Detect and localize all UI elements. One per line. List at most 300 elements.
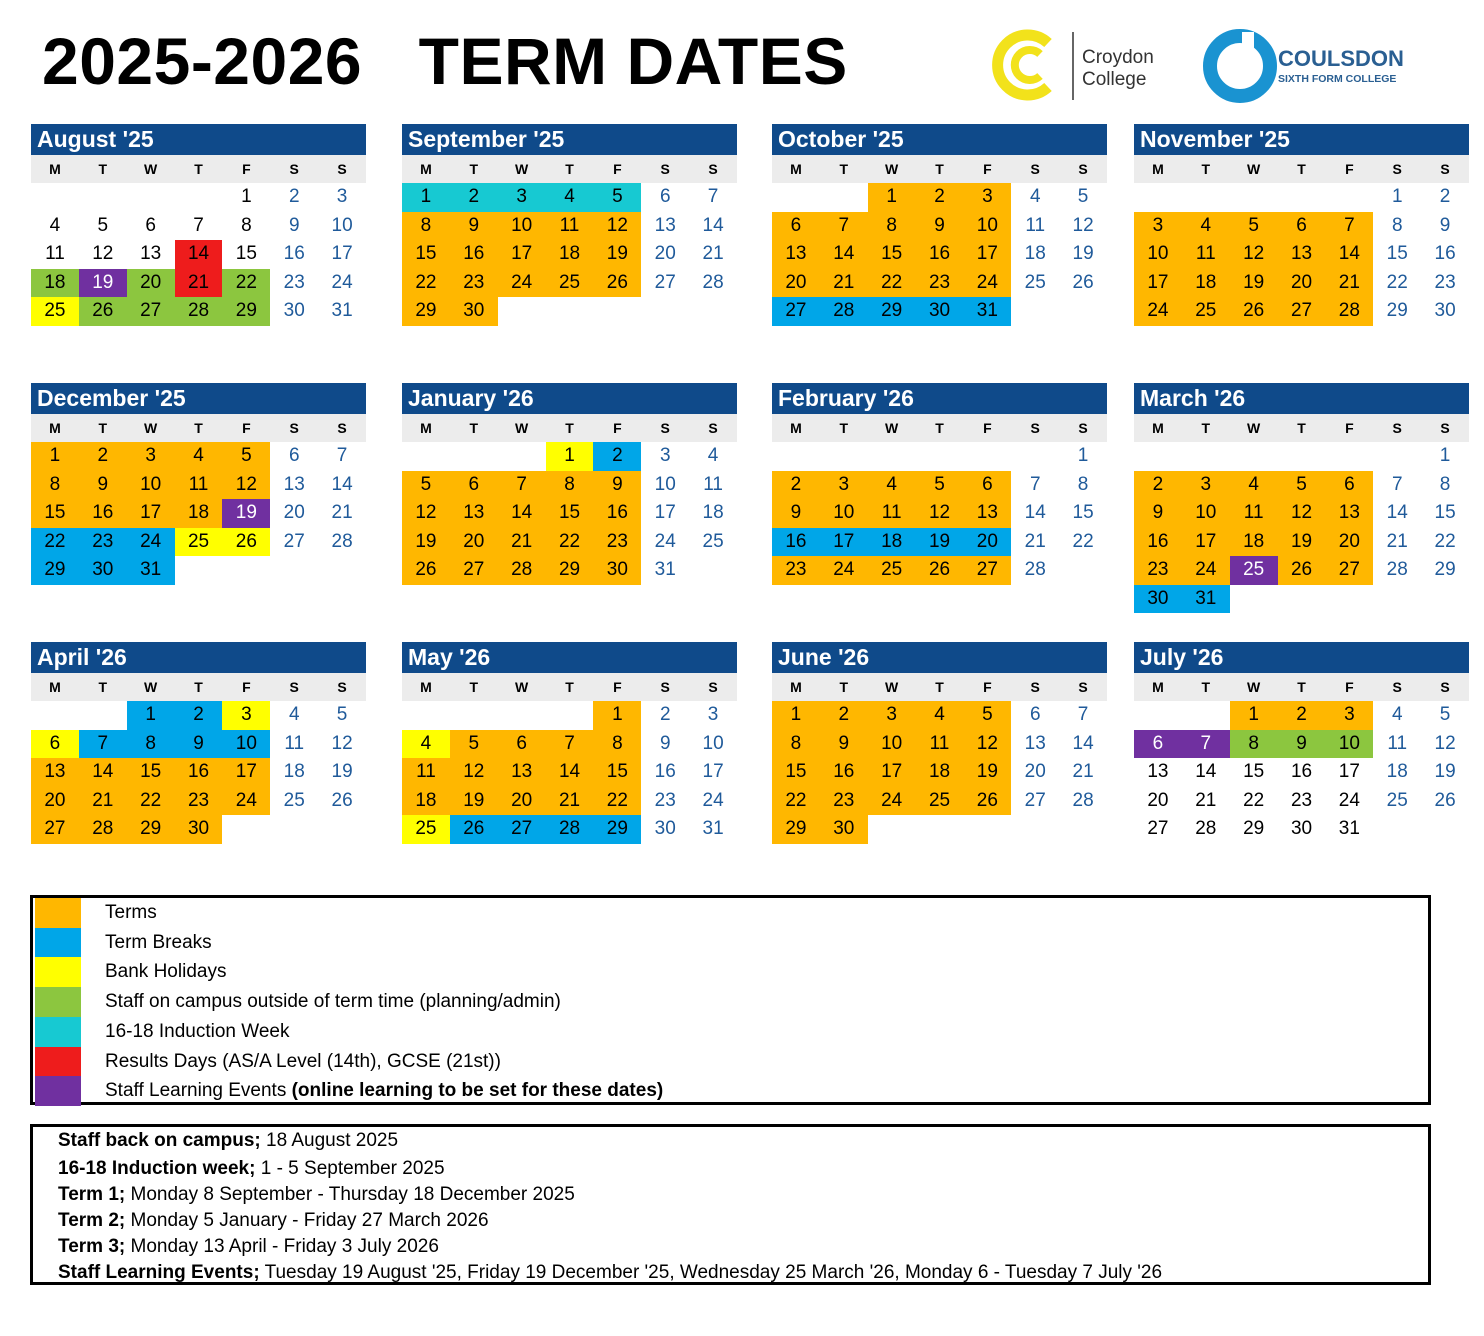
day-grid: [31, 701, 366, 844]
day-cell: 12: [1278, 499, 1326, 528]
day-cell: 5: [963, 701, 1011, 730]
day-cell: 29: [402, 297, 450, 326]
empty-cell: [402, 701, 450, 730]
day-cell: 16: [175, 758, 223, 787]
day-cell: 2: [175, 701, 223, 730]
day-cell: 4: [1230, 471, 1278, 500]
weekday-header: W: [144, 679, 158, 695]
day-cell: 31: [1182, 585, 1230, 614]
weekday-header: W: [144, 161, 158, 177]
day-cell: 10: [654, 473, 676, 495]
day-cell: 19: [593, 240, 641, 269]
day-cell: 13: [1325, 499, 1373, 528]
empty-cell: [1230, 183, 1278, 212]
day-cell: 19: [916, 528, 964, 557]
day-cell: 4: [707, 445, 719, 466]
weekday-header: T: [98, 679, 108, 695]
day-cell: 31: [702, 818, 724, 839]
day-cell: 9: [820, 730, 868, 759]
day-cell: 11: [1025, 214, 1046, 236]
day-cell: 1: [772, 701, 820, 730]
day-cell: 15: [868, 240, 916, 269]
day-cell: 6: [498, 730, 546, 759]
coulsdon-logo-icon: [1202, 28, 1442, 104]
day-cell: 17: [127, 499, 175, 528]
weekday-header: W: [515, 420, 529, 436]
day-cell: 28: [1072, 789, 1094, 811]
empty-cell: [79, 701, 127, 730]
day-cell: 23: [593, 528, 641, 557]
legend-label-text: Staff Learning Events: [105, 1080, 292, 1101]
day-cell: 3: [868, 701, 916, 730]
day-cell: 29: [127, 815, 175, 844]
day-cell: 6: [659, 186, 671, 207]
day-cell: 27: [127, 297, 175, 326]
weekday-header: T: [565, 161, 574, 177]
weekday-header: M: [49, 679, 61, 695]
weekday-header: T: [1297, 161, 1306, 177]
weekday-header-row: [772, 673, 1107, 701]
day-cell: 14: [175, 240, 223, 269]
day-cell: 10: [702, 732, 724, 754]
coulsdon-logo-line1: COULSDON: [1278, 46, 1404, 71]
weekday-header: T: [98, 420, 108, 436]
day-cell: 13: [654, 214, 676, 236]
day-cell: 21: [331, 502, 353, 523]
summary-line: [58, 1210, 489, 1232]
weekday-header: W: [515, 161, 529, 177]
day-cell: 17: [654, 502, 676, 523]
weekday-header: T: [469, 161, 479, 177]
weekday-header: S: [1440, 420, 1450, 436]
month-title: November '25: [1134, 124, 1469, 155]
weekday-header: M: [420, 161, 432, 177]
day-cell: 5: [1439, 704, 1451, 725]
legend-swatch: [35, 1047, 81, 1077]
day-cell: 1: [546, 442, 594, 471]
month-10: [772, 642, 1107, 844]
day-cell: 4: [1391, 704, 1403, 725]
day-cell: 26: [79, 297, 127, 326]
day-cell: 9: [79, 471, 127, 500]
weekday-header: S: [289, 161, 299, 177]
day-cell: 5: [450, 730, 498, 759]
day-cell: 18: [868, 528, 916, 557]
day-cell: 19: [450, 787, 498, 816]
day-cell: 30: [916, 297, 964, 326]
weekday-header: W: [515, 679, 529, 695]
day-cell: 17: [1134, 269, 1182, 298]
empty-cell: [1325, 442, 1373, 471]
day-cell: 17: [222, 758, 270, 787]
day-cell: 21: [702, 243, 724, 264]
day-cell: 12: [222, 471, 270, 500]
day-cell: 8: [772, 730, 820, 759]
day-cell: 10: [1182, 499, 1230, 528]
day-cell: 2: [1134, 471, 1182, 500]
weekday-header: F: [983, 420, 992, 436]
weekday-header: S: [708, 161, 718, 177]
legend-label: [105, 932, 212, 954]
empty-cell: [1230, 442, 1278, 471]
day-cell: 19: [1230, 269, 1278, 298]
day-cell: 12: [1434, 732, 1456, 754]
day-cell: 24: [498, 269, 546, 298]
day-cell: 28: [820, 297, 868, 326]
day-cell: 2: [288, 186, 300, 207]
weekday-header: T: [1297, 679, 1306, 695]
legend-label-text: Terms: [105, 902, 157, 923]
day-cell: 17: [963, 240, 1011, 269]
weekday-header: S: [337, 420, 347, 436]
legend-label: [105, 1021, 290, 1043]
weekday-header: T: [1201, 679, 1211, 695]
day-cell: 19: [222, 499, 270, 528]
weekday-header: F: [1345, 161, 1354, 177]
day-cell: 29: [546, 556, 594, 585]
day-cell: 20: [963, 528, 1011, 557]
legend-item-break: [33, 928, 1428, 958]
summary-label: 16-18 Induction week;: [58, 1158, 256, 1179]
weekday-header-row: [1134, 673, 1469, 701]
empty-cell: [772, 183, 820, 212]
day-cell: 12: [1230, 240, 1278, 269]
weekday-header: M: [790, 420, 802, 436]
day-grid: [772, 442, 1107, 585]
day-cell: 6: [963, 471, 1011, 500]
summary-line: [58, 1184, 575, 1206]
day-cell: 1: [1077, 445, 1089, 466]
day-cell: 7: [1391, 473, 1403, 495]
day-cell: 23: [450, 269, 498, 298]
day-cell: 22: [593, 787, 641, 816]
day-cell: 30: [1134, 585, 1182, 614]
summary-label: Staff back on campus;: [58, 1130, 261, 1151]
day-cell: 7: [1325, 212, 1373, 241]
day-cell: 22: [1434, 530, 1456, 552]
day-cell: 26: [1072, 271, 1094, 293]
day-cell: 18: [31, 269, 79, 298]
day-cell: 18: [916, 758, 964, 787]
weekday-header: S: [1392, 161, 1402, 177]
day-cell: 16: [1134, 528, 1182, 557]
legend-item-staff: [33, 987, 1428, 1017]
day-cell: 29: [593, 815, 641, 844]
day-cell: 27: [498, 815, 546, 844]
summary-value: 1 - 5 September 2025: [255, 1158, 445, 1179]
weekday-header: F: [242, 679, 251, 695]
weekday-header: S: [1392, 420, 1402, 436]
weekday-header: W: [885, 161, 899, 177]
weekday-header: T: [469, 420, 479, 436]
day-cell: 15: [1072, 502, 1094, 523]
day-cell: 5: [916, 471, 964, 500]
day-cell: 5: [336, 704, 348, 725]
day-cell: 23: [772, 556, 820, 585]
day-cell: 5: [222, 442, 270, 471]
month-7: [1134, 383, 1469, 613]
day-cell: 17: [498, 240, 546, 269]
weekday-header-row: [402, 414, 737, 442]
empty-cell: [31, 701, 79, 730]
summary-label: Staff Learning Events;: [58, 1262, 260, 1283]
day-cell: 9: [1439, 214, 1451, 236]
day-cell: 15: [1434, 502, 1456, 523]
day-cell: 2: [659, 704, 671, 725]
day-cell: 24: [1338, 789, 1360, 811]
empty-cell: [450, 701, 498, 730]
day-cell: 24: [222, 787, 270, 816]
day-cell: 8: [1077, 473, 1089, 495]
day-grid: [772, 183, 1107, 326]
day-cell: 7: [1077, 704, 1089, 725]
day-cell: 4: [402, 730, 450, 759]
day-cell: 21: [1072, 761, 1094, 782]
day-cell: 1: [241, 186, 252, 207]
day-cell: 16: [654, 761, 676, 782]
weekday-header: T: [194, 161, 203, 177]
summary-value: Tuesday 19 August '25, Friday 19 December '25, Wednesday 25 March '26, Monday 6 - Tuesday 7 July '26: [259, 1262, 1163, 1283]
title-text: TERM DATES: [418, 24, 848, 98]
day-cell: 28: [1195, 818, 1217, 839]
weekday-header: S: [708, 420, 718, 436]
legend-swatch: [35, 1017, 81, 1047]
day-cell: 16: [820, 758, 868, 787]
day-cell: 12: [593, 212, 641, 241]
day-grid: [1134, 442, 1469, 613]
day-cell: 2: [79, 442, 127, 471]
weekday-header: T: [98, 161, 108, 177]
weekday-header: W: [1247, 161, 1261, 177]
legend-item-result: [33, 1047, 1428, 1077]
day-cell: 17: [331, 243, 353, 264]
day-cell: 25: [1230, 556, 1278, 585]
day-cell: 4: [1029, 186, 1041, 207]
day-cell: 26: [402, 556, 450, 585]
day-cell: 5: [1230, 212, 1278, 241]
day-cell: 28: [1024, 559, 1046, 580]
weekday-header: F: [613, 420, 622, 436]
weekday-header: F: [1345, 679, 1354, 695]
day-cell: 11: [1182, 240, 1230, 269]
day-cell: 1: [1439, 445, 1451, 466]
day-cell: 31: [1338, 818, 1360, 839]
weekday-header: T: [839, 679, 849, 695]
day-cell: 24: [1182, 556, 1230, 585]
weekday-header: W: [885, 420, 899, 436]
day-cell: 24: [702, 789, 724, 811]
day-cell: 12: [916, 499, 964, 528]
day-cell: 20: [283, 502, 305, 523]
day-cell: 24: [127, 528, 175, 557]
day-cell: 31: [654, 559, 676, 580]
weekday-header: S: [660, 420, 670, 436]
day-cell: 25: [546, 269, 594, 298]
day-cell: 20: [772, 269, 820, 298]
summary-line: [58, 1262, 1162, 1284]
day-cell: 13: [140, 243, 162, 264]
empty-cell: [1325, 183, 1373, 212]
legend-label-bold: (online learning to be set for these dates): [291, 1080, 664, 1101]
day-cell: 13: [450, 499, 498, 528]
day-cell: 29: [222, 297, 270, 326]
day-cell: 25: [1386, 789, 1408, 811]
month-title: October '25: [772, 124, 1107, 155]
day-grid: [402, 701, 737, 844]
empty-cell: [127, 183, 175, 212]
weekday-header: F: [983, 161, 992, 177]
day-cell: 8: [868, 212, 916, 241]
day-cell: 4: [1182, 212, 1230, 241]
day-cell: 15: [31, 499, 79, 528]
day-cell: 4: [49, 214, 61, 236]
weekday-header: S: [1030, 679, 1040, 695]
day-cell: 9: [288, 214, 300, 236]
day-cell: 4: [288, 704, 300, 725]
weekday-header: S: [1078, 679, 1088, 695]
day-cell: 21: [79, 787, 127, 816]
month-9: [402, 642, 737, 844]
day-cell: 22: [127, 787, 175, 816]
weekday-header: S: [337, 679, 347, 695]
month-5: [402, 383, 737, 585]
day-cell: 22: [546, 528, 594, 557]
day-cell: 24: [654, 530, 676, 552]
day-cell: 16: [772, 528, 820, 557]
summary-line: [58, 1130, 398, 1152]
day-cell: 30: [283, 300, 305, 321]
day-cell: 7: [498, 471, 546, 500]
empty-cell: [498, 701, 546, 730]
day-cell: 13: [772, 240, 820, 269]
day-cell: 25: [916, 787, 964, 816]
day-cell: 8: [402, 212, 450, 241]
day-cell: 29: [1243, 818, 1265, 839]
month-8: [31, 642, 366, 844]
legend-label: [105, 961, 226, 983]
day-cell: 6: [31, 730, 79, 759]
day-cell: 10: [1134, 240, 1182, 269]
weekday-header: T: [565, 420, 574, 436]
weekday-header: T: [935, 161, 944, 177]
weekday-header: S: [1078, 420, 1088, 436]
day-cell: 26: [1434, 789, 1456, 811]
legend-label-text: Term Breaks: [105, 932, 212, 953]
day-cell: 31: [127, 556, 175, 585]
day-cell: 4: [546, 183, 594, 212]
legend-label: [105, 991, 561, 1013]
weekday-header: F: [1345, 420, 1354, 436]
summary-label: Term 2;: [58, 1210, 126, 1231]
weekday-header: W: [1247, 420, 1261, 436]
croydon-college-logo: [986, 18, 1182, 112]
day-cell: 29: [772, 815, 820, 844]
day-cell: 1: [868, 183, 916, 212]
day-cell: 11: [284, 732, 305, 754]
day-cell: 17: [868, 758, 916, 787]
weekday-header: M: [1152, 420, 1164, 436]
day-grid: [402, 183, 737, 326]
day-cell: 9: [175, 730, 223, 759]
day-cell: 27: [654, 271, 676, 293]
day-cell: 14: [498, 499, 546, 528]
day-cell: 16: [1290, 761, 1313, 782]
empty-cell: [498, 442, 546, 471]
day-cell: 7: [79, 730, 127, 759]
day-cell: 15: [772, 758, 820, 787]
empty-cell: [31, 183, 79, 212]
day-cell: 27: [1147, 818, 1169, 839]
day-cell: 5: [1077, 186, 1089, 207]
day-cell: 10: [498, 212, 546, 241]
month-title: September '25: [402, 124, 737, 155]
empty-cell: [1278, 442, 1326, 471]
day-cell: 13: [963, 499, 1011, 528]
summary-value: Monday 8 September - Thursday 18 December 2025: [125, 1184, 575, 1205]
day-cell: 21: [820, 269, 868, 298]
day-cell: 5: [402, 471, 450, 500]
day-cell: 10: [331, 214, 353, 236]
day-cell: 1: [1391, 186, 1403, 207]
day-cell: 19: [331, 761, 353, 782]
day-cell: 23: [79, 528, 127, 557]
day-cell: 3: [707, 704, 719, 725]
day-cell: 25: [868, 556, 916, 585]
weekday-header: F: [613, 161, 622, 177]
month-3: [1134, 124, 1469, 326]
day-cell: 10: [1325, 730, 1373, 759]
day-cell: 27: [1325, 556, 1373, 585]
weekday-header: T: [1297, 420, 1306, 436]
day-cell: 29: [31, 556, 79, 585]
day-cell: 11: [703, 473, 723, 495]
day-cell: 21: [1195, 789, 1217, 811]
day-cell: 9: [1134, 499, 1182, 528]
weekday-header: S: [1440, 161, 1450, 177]
day-cell: 8: [1391, 214, 1403, 236]
day-cell: 27: [1278, 297, 1326, 326]
weekday-header: S: [337, 161, 347, 177]
day-cell: 1: [127, 701, 175, 730]
day-cell: 23: [175, 787, 223, 816]
day-cell: 25: [175, 528, 223, 557]
day-cell: 30: [820, 815, 868, 844]
day-cell: 24: [820, 556, 868, 585]
weekday-header-row: [31, 155, 366, 183]
weekday-header: T: [565, 679, 574, 695]
day-cell: 20: [450, 528, 498, 557]
day-cell: 11: [916, 730, 964, 759]
empty-cell: [868, 442, 916, 471]
weekday-header-row: [31, 414, 366, 442]
weekday-header-row: [772, 155, 1107, 183]
empty-cell: [546, 701, 594, 730]
weekday-header-row: [1134, 155, 1469, 183]
day-cell: 28: [1386, 559, 1408, 580]
day-cell: 14: [546, 758, 594, 787]
day-cell: 13: [1278, 240, 1326, 269]
day-cell: 8: [546, 471, 594, 500]
day-cell: 14: [1195, 761, 1217, 782]
day-cell: 23: [916, 269, 964, 298]
day-cell: 5: [97, 214, 109, 236]
weekday-header: M: [1152, 679, 1164, 695]
weekday-header: T: [1201, 161, 1211, 177]
day-grid: [31, 442, 366, 585]
day-cell: 23: [1290, 789, 1313, 811]
day-cell: 30: [175, 815, 223, 844]
day-cell: 20: [31, 787, 79, 816]
